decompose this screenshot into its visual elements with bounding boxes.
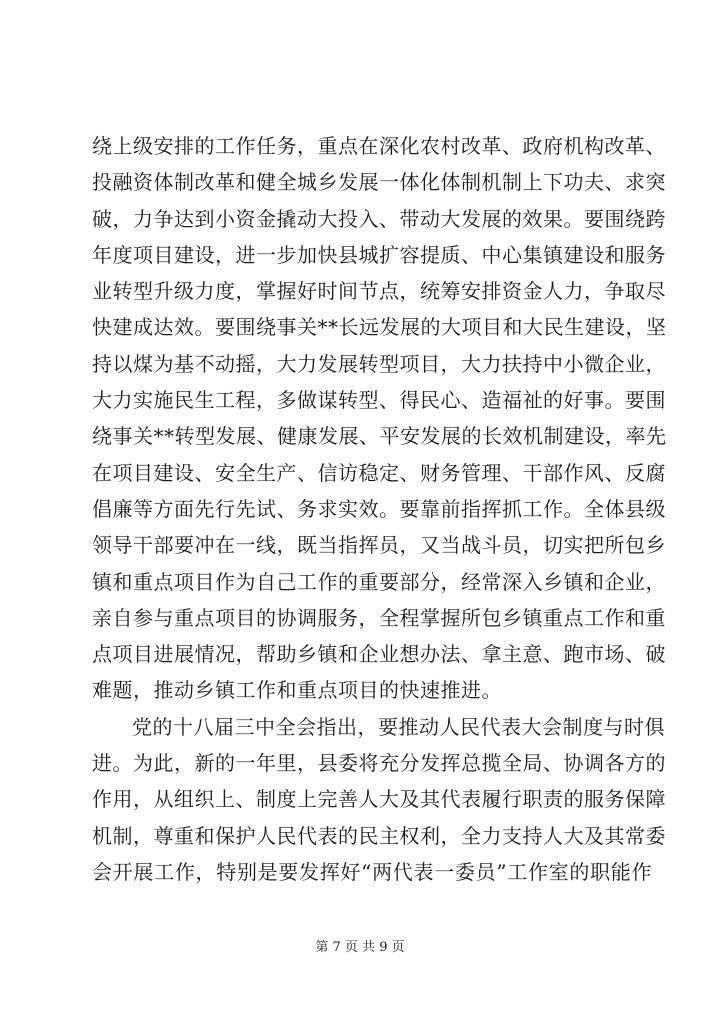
paragraph-1 [92, 128, 667, 709]
text-line: 点项目进展情况，帮助乡镇和企业想办法、拿主意、跑市场、破 [92, 642, 666, 667]
text-line: 党的十八届三中全会指出，要推动人民代表大会制度与时俱 [132, 714, 665, 739]
text-line: 绕上级安排的工作任务，重点在深化农村改革、政府机构改革、 [92, 134, 666, 158]
text-line: 进。为此，新的一年里，县委将充分发挥总揽全局、协调各方的 [92, 751, 666, 776]
page-footer [0, 939, 720, 957]
text-line: 快建成达效。要围绕事关**长远发展的大项目和大民生建设，坚 [92, 315, 667, 340]
text-line: 破，力争达到小资金撬动大投入、带动大发展的效果。要围绕跨 [92, 206, 666, 231]
text-line: 作用，从组织上、制度上完善人大及其代表履行职责的服务保障 [92, 787, 666, 812]
text-line: 机制，尊重和保护人民代表的民主权利，全力支持人大及其常委 [92, 823, 666, 848]
text-line: 倡廉等方面先行先试、务求实效。要靠前指挥抓工作。全体县级 [92, 496, 666, 521]
text-line: 持以煤为基不动摇，大力发展转型项目，大力扶持中小微企业， [92, 351, 666, 376]
text-line: 在项目建设、安全生产、信访稳定、财务管理、干部作风、反腐 [92, 460, 666, 485]
text-line: 大力实施民生工程，多做谋转型、得民心、造福祉的好事。要围 [92, 388, 666, 413]
text-line: 领导干部要冲在一线，既当指挥员，又当战斗员，切实把所包乡 [92, 533, 666, 558]
text-line: 年度项目建设，进一步加快县城扩容提质、中心集镇建设和服务 [92, 242, 666, 267]
text-line: 亲自参与重点项目的协调服务，全程掌握所包乡镇重点工作和重 [92, 605, 666, 630]
text-line: 镇和重点项目作为自己工作的重要部分，经常深入乡镇和企业， [92, 569, 666, 594]
text-line: 难题，推动乡镇工作和重点项目的快速推进。 [92, 678, 502, 703]
body-text [92, 128, 667, 890]
text-line: 业转型升级力度，掌握好时间节点，统筹安排资金人力，争取尽 [92, 279, 666, 304]
text-line: 会开展工作，特别是要发挥好“两代表一委员”工作室的职能作 [92, 859, 652, 884]
text-line: 投融资体制改革和健全城乡发展一体化体制机制上下功夫、求突 [92, 170, 666, 195]
page-number-label: 第 7 页 共 9 页 [315, 940, 405, 955]
paragraph-2 [92, 709, 666, 890]
text-line: 绕事关**转型发展、健康发展、平安发展的长效机制建设，率先 [92, 424, 667, 449]
